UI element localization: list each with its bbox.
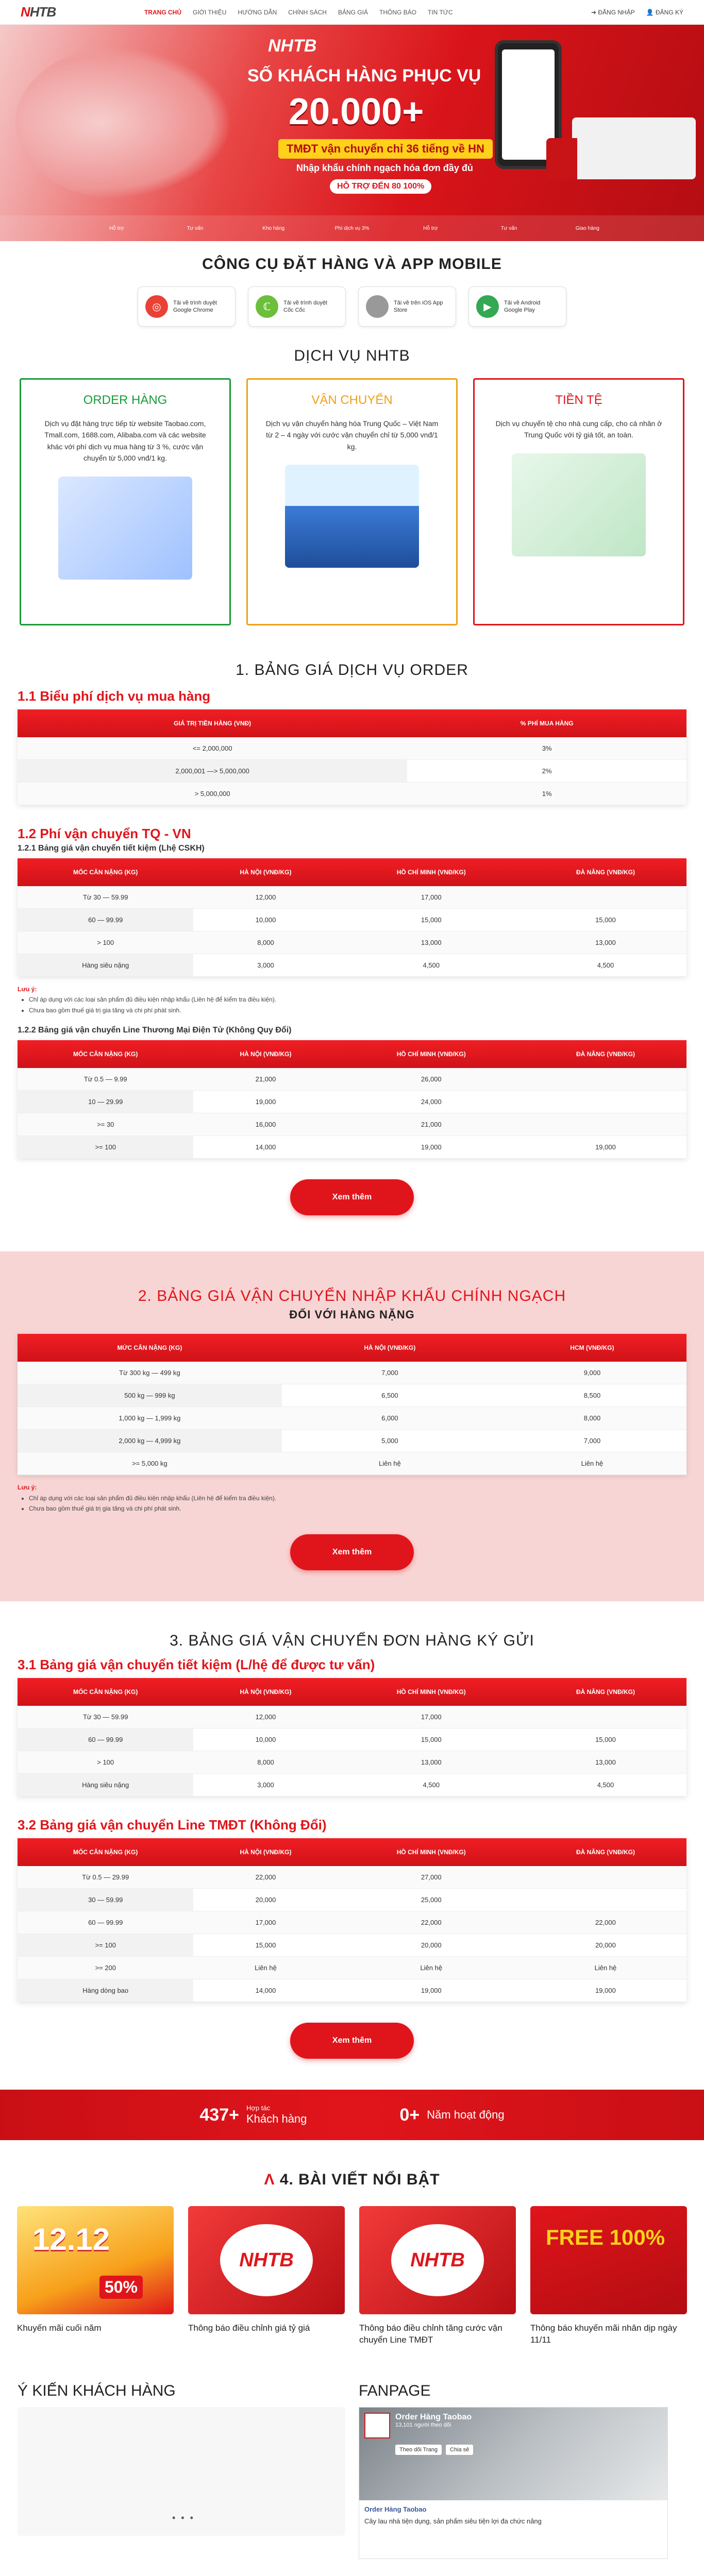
order-illustration [58, 477, 192, 580]
testimonials-title: Ý KIẾN KHÁCH HÀNG [18, 2382, 176, 2400]
table-cell: 8,000 [498, 1407, 686, 1430]
news-card[interactable] [17, 2206, 174, 2346]
post-author[interactable]: Order Hàng Taobao [364, 2505, 427, 2514]
table-cell: 60 — 99.99 [18, 1728, 193, 1751]
hero-line-4: Nhập khẩu chính ngạch hóa đơn đầy đủ [296, 163, 473, 173]
tool-download-button[interactable] [468, 286, 566, 327]
section-3-1-title: 3.1 Bảng giá vận chuyển tiết kiệm (L/hệ để được tư vấn) [18, 1657, 375, 1673]
table-cell: 4,500 [525, 954, 686, 977]
facebook-widget [359, 2407, 668, 2559]
table-row [18, 909, 686, 931]
news-card[interactable] [188, 2206, 345, 2346]
table-cell: 12,000 [193, 886, 338, 909]
truck-graphic [572, 117, 696, 179]
table-cell: 8,500 [498, 1384, 686, 1407]
nav-item-notice[interactable]: THÔNG BÁO [379, 8, 416, 16]
table-cell: 19,000 [338, 1136, 525, 1159]
table-cell: 24,000 [338, 1091, 525, 1113]
table-header-row [18, 1334, 686, 1362]
fanpage [359, 2382, 686, 2559]
column-header: ĐÀ NẴNG (VNĐ/KG) [525, 1838, 686, 1866]
counter-customers [199, 2104, 307, 2126]
testimonials-fanpage [18, 2382, 686, 2559]
currency-illustration [512, 453, 646, 556]
share-button[interactable]: Chia sẻ [446, 2445, 473, 2455]
table-row [18, 1751, 686, 1774]
table-cell: 15,000 [525, 1728, 686, 1751]
table-cell: <= 2,000,000 [18, 737, 407, 760]
table-cell: 60 — 99.99 [18, 909, 193, 931]
hero-feature: Phí dịch vụ 3% [334, 225, 370, 231]
testimonials [18, 2382, 345, 2559]
news-title-text: Thông báo khuyến mãi nhân dịp ngày 11/11 [530, 2323, 677, 2345]
import-price-section [0, 1251, 704, 1601]
counter-years [399, 2105, 504, 2125]
table-header-row [18, 1678, 686, 1706]
section-1-1-title: 1.1 Biểu phí dịch vụ mua hàng [18, 688, 211, 704]
facebook-cover [359, 2408, 667, 2500]
tool-label: Tải về trình duyệt Google Chrome [173, 299, 217, 313]
table-cell: >= 30 [18, 1113, 193, 1136]
promo-11-11-image: FREE 100% [530, 2206, 687, 2314]
table-cell: 4,500 [338, 1774, 525, 1797]
tool-download-button[interactable] [358, 286, 456, 327]
brand-a-icon: Λ [264, 2171, 275, 2189]
tools-list [0, 286, 704, 327]
hero-features [0, 215, 704, 241]
page-name[interactable]: Order Hàng Taobao [395, 2413, 472, 2422]
table-cell: 6,500 [282, 1384, 498, 1407]
table-cell: 13,000 [525, 931, 686, 954]
login-label: ĐĂNG NHẬP [598, 8, 635, 16]
table-cell: 10,000 [193, 1728, 338, 1751]
table-cell: Hàng dòng bao [18, 1979, 193, 2002]
table-cell: 5,000 [282, 1430, 498, 1452]
hero-feature: Hỗ trợ [109, 225, 124, 231]
table-cell: 3,000 [193, 954, 338, 977]
consign-price-section [0, 1601, 704, 2059]
table-cell: 27,000 [338, 1866, 525, 1889]
table-row [18, 1706, 686, 1728]
table-row [18, 1430, 686, 1452]
import-table [18, 1334, 686, 1475]
counter-value: 0+ [399, 2105, 420, 2125]
services-cards [0, 378, 704, 625]
table-row [18, 1866, 686, 1889]
coccoc-icon: ℂ [256, 295, 278, 318]
table-cell: 30 — 59.99 [18, 1889, 193, 1911]
column-header: HỒ CHÍ MINH (VNĐ/KG) [338, 1838, 525, 1866]
services-title: DỊCH VỤ NHTB [294, 347, 410, 364]
table-header-row [18, 858, 686, 886]
more-button[interactable]: Xem thêm [290, 2023, 414, 2059]
table-row [18, 1934, 686, 1957]
column-header: HÀ NỘI (VNĐ/KG) [282, 1334, 498, 1362]
table-cell: 17,000 [338, 886, 525, 909]
hero-line-5: HỖ TRỢ ĐẾN 80 100% [330, 179, 431, 194]
nhtb-logo-image: NHTB [359, 2206, 516, 2314]
tool-label: Tải về Android Google Play [504, 299, 541, 313]
login-link[interactable]: ➜ ĐĂNG NHẬP [591, 8, 635, 16]
table-cell: 17,000 [193, 1911, 338, 1934]
note-item: • Chưa bao gồm thuế giá trị gia tăng và chi phí phát sinh. [29, 1503, 686, 1514]
tool-download-button[interactable] [138, 286, 236, 327]
table-cell: >= 5,000 kg [18, 1452, 282, 1475]
column-header: HÀ NỘI (VNĐ/KG) [193, 858, 338, 886]
news-card[interactable] [359, 2206, 516, 2346]
table-cell: 7,000 [282, 1362, 498, 1384]
table-cell: 8,000 [193, 931, 338, 954]
table-row [18, 1113, 686, 1136]
table-cell [525, 1889, 686, 1911]
news-title-text: Khuyến mãi cuối năm [17, 2323, 102, 2333]
service-text: Dịch vụ chuyển tệ cho nhà cung cấp, cho cá nhân ở Trung Quốc với tỷ giá tốt, an toàn. [495, 419, 662, 439]
table-cell: Hàng siêu nặng [18, 1774, 193, 1797]
consign-price-title: 3. BẢNG GIÁ VẬN CHUYỂN ĐƠN HÀNG KÝ GỬI [170, 1632, 534, 1650]
order-price-section [0, 625, 704, 1215]
table-cell: 15,000 [193, 1934, 338, 1957]
consign-ecommerce-table [18, 1838, 686, 2002]
counter-label: Khách hàng [246, 2112, 307, 2125]
nav-item-policy[interactable]: CHÍNH SÁCH [288, 8, 327, 16]
table-row [18, 1091, 686, 1113]
table-cell [525, 886, 686, 909]
nav-item-about[interactable]: GIỚI THIỆU [193, 8, 227, 16]
table-cell: >= 100 [18, 1136, 193, 1159]
table-row [18, 1889, 686, 1911]
table-cell: 22,000 [193, 1866, 338, 1889]
table-cell: Liên hệ [193, 1957, 338, 1979]
table-cell: 9,000 [498, 1362, 686, 1384]
hero-feature: Giao hàng [575, 225, 599, 231]
table-header-row [18, 709, 686, 737]
news-title: Λ 4. BÀI VIẾT NỔI BẬT [264, 2171, 440, 2189]
table-cell: Liên hệ [525, 1957, 686, 1979]
table-cell: Từ 30 — 59.99 [18, 1706, 193, 1728]
news-section [0, 2140, 704, 2346]
table-cell: 17,000 [338, 1706, 525, 1728]
hero-line-1: SỐ KHÁCH HÀNG PHỤC VỤ [247, 66, 481, 86]
section-3-2-title: 3.2 Bảng giá vận chuyển Line TMĐT (Không Đổi) [18, 1817, 327, 1833]
note-item: • Chỉ áp dụng với các loại sản phẩm đủ điều kiện nhập khẩu (Liên hệ để kiểm tra điều kiện). [29, 994, 686, 1005]
note-block [18, 984, 686, 1015]
table-cell: 8,000 [193, 1751, 338, 1774]
table-cell: Từ 300 kg — 499 kg [18, 1362, 282, 1384]
nhtb-logo-image: NHTB [188, 2206, 345, 2314]
import-price-title: 2. BẢNG GIÁ VẬN CHUYỂN NHẬP KHẨU CHÍNH NGẠCH [138, 1287, 566, 1305]
order-price-title: 1. BẢNG GIÁ DỊCH VỤ ORDER [236, 662, 468, 679]
testimonial-slider[interactable] [18, 2407, 345, 2536]
table-row [18, 760, 686, 783]
note-title: Lưu ý: [18, 986, 37, 993]
table-cell: Liên hệ [338, 1957, 525, 1979]
service-title: TIỀN TỆ [555, 393, 602, 407]
service-card[interactable] [246, 378, 458, 625]
table-cell: 14,000 [193, 1979, 338, 2002]
table-cell: 13,000 [525, 1751, 686, 1774]
table-cell: Hàng siêu nặng [18, 954, 193, 977]
table-row [18, 886, 686, 909]
column-header: HCM (VNĐ/KG) [498, 1334, 686, 1362]
table-cell: 16,000 [193, 1113, 338, 1136]
column-header: HỒ CHÍ MINH (VNĐ/KG) [338, 858, 525, 886]
more-button[interactable]: Xem thêm [290, 1179, 414, 1215]
counter-label: Năm hoạt động [427, 2108, 505, 2122]
auth-links [591, 9, 683, 16]
tool-download-button[interactable] [248, 286, 346, 327]
table-cell: 7,000 [498, 1430, 686, 1452]
slider-dots[interactable]: • • • [172, 2513, 195, 2523]
column-header: HÀ NỘI (VNĐ/KG) [193, 1838, 338, 1866]
follow-button[interactable]: Theo dõi Trang [395, 2445, 442, 2455]
service-title: ORDER HÀNG [83, 393, 167, 407]
table-cell: 10,000 [193, 909, 338, 931]
tools-section [0, 241, 704, 327]
consign-saving-table [18, 1678, 686, 1797]
table-row [18, 737, 686, 760]
nav-item-news[interactable]: TIN TỨC [428, 8, 453, 16]
fee-table [18, 709, 686, 805]
table-cell: 15,000 [525, 909, 686, 931]
table-cell: 19,000 [525, 1979, 686, 2002]
column-header: % PHÍ MUA HÀNG [407, 709, 686, 737]
news-card[interactable] [530, 2206, 687, 2346]
table-cell [525, 1866, 686, 1889]
note-block [18, 1482, 686, 1514]
table-cell: 1% [407, 783, 686, 805]
promo-12-12-image: 12.12 50% [17, 2206, 174, 2314]
register-link[interactable]: 👤 ĐĂNG KÝ [646, 8, 683, 16]
hero-line-3: TMĐT vận chuyển chỉ 36 tiếng về HN [278, 139, 493, 159]
column-header: MỐC CÂN NẶNG (KG) [18, 1040, 193, 1068]
counter-value: 437+ [199, 2105, 239, 2125]
column-header: MỨC CÂN NẶNG (KG) [18, 1334, 282, 1362]
more-button[interactable]: Xem thêm [290, 1534, 414, 1570]
table-row [18, 1452, 686, 1475]
column-header: ĐÀ NẴNG (VNĐ/KG) [525, 858, 686, 886]
table-cell: 10 — 29.99 [18, 1091, 193, 1113]
table-cell: 13,000 [338, 931, 525, 954]
service-title: VẬN CHUYỂN [311, 393, 393, 407]
register-label: ĐĂNG KÝ [655, 8, 683, 16]
table-cell: 4,500 [525, 1774, 686, 1797]
table-cell [525, 1091, 686, 1113]
table-header-row [18, 1838, 686, 1866]
table-cell: 2,000,001 —> 5,000,000 [18, 760, 407, 783]
table-row [18, 1979, 686, 2002]
table-cell: 1,000 kg — 1,999 kg [18, 1407, 282, 1430]
tools-title: CÔNG CỤ ĐẶT HÀNG VÀ APP MOBILE [202, 256, 502, 273]
table-cell: 26,000 [338, 1068, 525, 1091]
column-header: HÀ NỘI (VNĐ/KG) [193, 1678, 338, 1706]
table-row [18, 1728, 686, 1751]
section-1-2-2-title: 1.2.2 Bảng giá vận chuyển Line Thương Mại Điện Tử (Không Quy Đổi) [18, 1026, 292, 1035]
table-cell: > 100 [18, 931, 193, 954]
hero-feature: Hỗ trợ [423, 225, 438, 231]
table-cell: 2% [407, 760, 686, 783]
hero-feature: Tư vấn [500, 225, 517, 231]
table-cell: Từ 0.5 — 29.99 [18, 1866, 193, 1889]
table-cell: 4,500 [338, 954, 525, 977]
post-caption: Cây lau nhà tiện dụng, sản phẩm siêu tiện lợi đa chức năng [364, 2517, 542, 2526]
section-1-2-title: 1.2 Phí vận chuyển TQ - VN [18, 826, 191, 841]
table-row [18, 1911, 686, 1934]
hero-feature: Kho hàng [262, 225, 285, 231]
table-cell: 19,000 [193, 1091, 338, 1113]
counter-small: Hợp tác [246, 2104, 271, 2112]
table-cell [525, 1068, 686, 1091]
table-cell: 22,000 [338, 1911, 525, 1934]
table-cell: 20,000 [193, 1889, 338, 1911]
table-cell: 500 kg — 999 kg [18, 1384, 282, 1407]
apple-icon [366, 295, 389, 318]
table-cell [525, 1113, 686, 1136]
table-cell: Từ 0.5 — 9.99 [18, 1068, 193, 1091]
news-title-text: Thông báo điều chỉnh giá tỷ giá [188, 2323, 310, 2333]
table-cell: 12,000 [193, 1706, 338, 1728]
tool-label: Tải về trình duyệt Cốc Cốc [283, 299, 327, 313]
table-cell: > 100 [18, 1751, 193, 1774]
table-cell: Liên hệ [498, 1452, 686, 1475]
table-header-row [18, 1040, 686, 1068]
table-cell: 3% [407, 737, 686, 760]
table-cell: 3,000 [193, 1774, 338, 1797]
ecommerce-line-table [18, 1040, 686, 1159]
table-cell: 22,000 [525, 1911, 686, 1934]
table-cell: 6,000 [282, 1407, 498, 1430]
counter-band [0, 2090, 704, 2140]
news-title-text: Thông báo điều chỉnh tăng cước vận chuyển Line TMĐT [359, 2323, 502, 2345]
ship-illustration [285, 465, 419, 568]
table-cell: 19,000 [338, 1979, 525, 2002]
table-row [18, 1384, 686, 1407]
saving-shipping-table [18, 858, 686, 977]
table-cell: 15,000 [338, 1728, 525, 1751]
table-cell: 2,000 kg — 4,999 kg [18, 1430, 282, 1452]
nav-item-guide[interactable]: HƯỚNG DẪN [238, 8, 277, 16]
table-row [18, 931, 686, 954]
site-header [0, 0, 704, 25]
main-nav [144, 9, 591, 16]
column-header: HÀ NỘI (VNĐ/KG) [193, 1040, 338, 1068]
news-list [0, 2206, 704, 2346]
section-1-2-1-title: 1.2.1 Bảng giá vận chuyển tiết kiệm (Lhệ CSKH) [18, 844, 205, 853]
followers: 13,101 người theo dõi [395, 2422, 451, 2429]
table-cell: 15,000 [338, 909, 525, 931]
column-header: GIÁ TRỊ TIỀN HÀNG (VNĐ) [18, 709, 407, 737]
hero-line-2: 20.000+ [289, 91, 424, 132]
note-item: • Chưa bao gồm thuế giá trị gia tăng và chi phí phát sinh. [29, 1005, 686, 1015]
service-text: Dịch vụ vận chuyển hàng hóa Trung Quốc – Việt Nam từ 2 – 4 ngày với cước vận chuyển chỉ từ 5,000 vnđ/1 kg. [265, 419, 439, 451]
table-cell: 13,000 [338, 1751, 525, 1774]
facebook-post [359, 2500, 667, 2530]
table-cell: Từ 30 — 59.99 [18, 886, 193, 909]
table-cell [525, 1706, 686, 1728]
table-cell: 14,000 [193, 1136, 338, 1159]
hero-feature: Tư vấn [187, 225, 204, 231]
table-row [18, 1774, 686, 1797]
column-header: MỐC CÂN NẶNG (KG) [18, 1838, 193, 1866]
note-title: Lưu ý: [18, 1484, 37, 1492]
table-row [18, 954, 686, 977]
table-row [18, 1136, 686, 1159]
table-cell: > 5,000,000 [18, 783, 407, 805]
table-cell: >= 200 [18, 1957, 193, 1979]
google-play-icon: ▶ [476, 295, 499, 318]
import-price-subtitle: ĐỐI VỚI HÀNG NẶNG [289, 1308, 415, 1321]
table-cell: 19,000 [525, 1136, 686, 1159]
fanpage-title: FANPAGE [359, 2382, 431, 2400]
services-section [0, 327, 704, 625]
column-header: MỐC CÂN NẶNG (KG) [18, 1678, 193, 1706]
tool-label: Tải về trên iOS App Store [394, 299, 443, 313]
page-avatar [364, 2413, 390, 2438]
table-cell: 20,000 [525, 1934, 686, 1957]
table-row [18, 1068, 686, 1091]
column-header: ĐÀ NẴNG (VNĐ/KG) [525, 1678, 686, 1706]
service-text: Dịch vụ đặt hàng trực tiếp từ website Taobao.com, Tmall.com, 1688.com, Alibaba.com và các website khác với phí dịch vụ mua hàng từ 3 %, cước vận chuyển từ 5,000 vnđ/1 kg. [44, 419, 206, 463]
hero-brand: NHTB [268, 36, 317, 56]
note-item: • Chỉ áp dụng với các loại sản phẩm đủ điều kiện nhập khẩu (Liên hệ để kiểm tra điều kiện). [29, 1493, 686, 1503]
table-cell: >= 100 [18, 1934, 193, 1957]
table-cell: 21,000 [338, 1113, 525, 1136]
table-cell: 20,000 [338, 1934, 525, 1957]
nav-item-pricing[interactable]: BẢNG GIÁ [338, 8, 368, 16]
service-card[interactable] [473, 378, 684, 625]
chrome-icon: ◎ [145, 295, 168, 318]
column-header: ĐÀ NẴNG (VNĐ/KG) [525, 1040, 686, 1068]
table-cell: 25,000 [338, 1889, 525, 1911]
table-cell: Liên hệ [282, 1452, 498, 1475]
table-row [18, 1362, 686, 1384]
table-row [18, 1957, 686, 1979]
table-row [18, 1407, 686, 1430]
service-card[interactable] [20, 378, 231, 625]
table-cell: 21,000 [193, 1068, 338, 1091]
table-row [18, 783, 686, 805]
site-logo[interactable]: NHTB [21, 4, 56, 20]
column-header: MỐC CÂN NẶNG (KG) [18, 858, 193, 886]
table-cell: 60 — 99.99 [18, 1911, 193, 1934]
column-header: HỒ CHÍ MINH (VNĐ/KG) [338, 1040, 525, 1068]
column-header: HỒ CHÍ MINH (VNĐ/KG) [338, 1678, 525, 1706]
hero-banner [0, 25, 704, 241]
asia-map-graphic [15, 45, 232, 200]
nav-item-home[interactable]: TRANG CHỦ [144, 8, 181, 16]
